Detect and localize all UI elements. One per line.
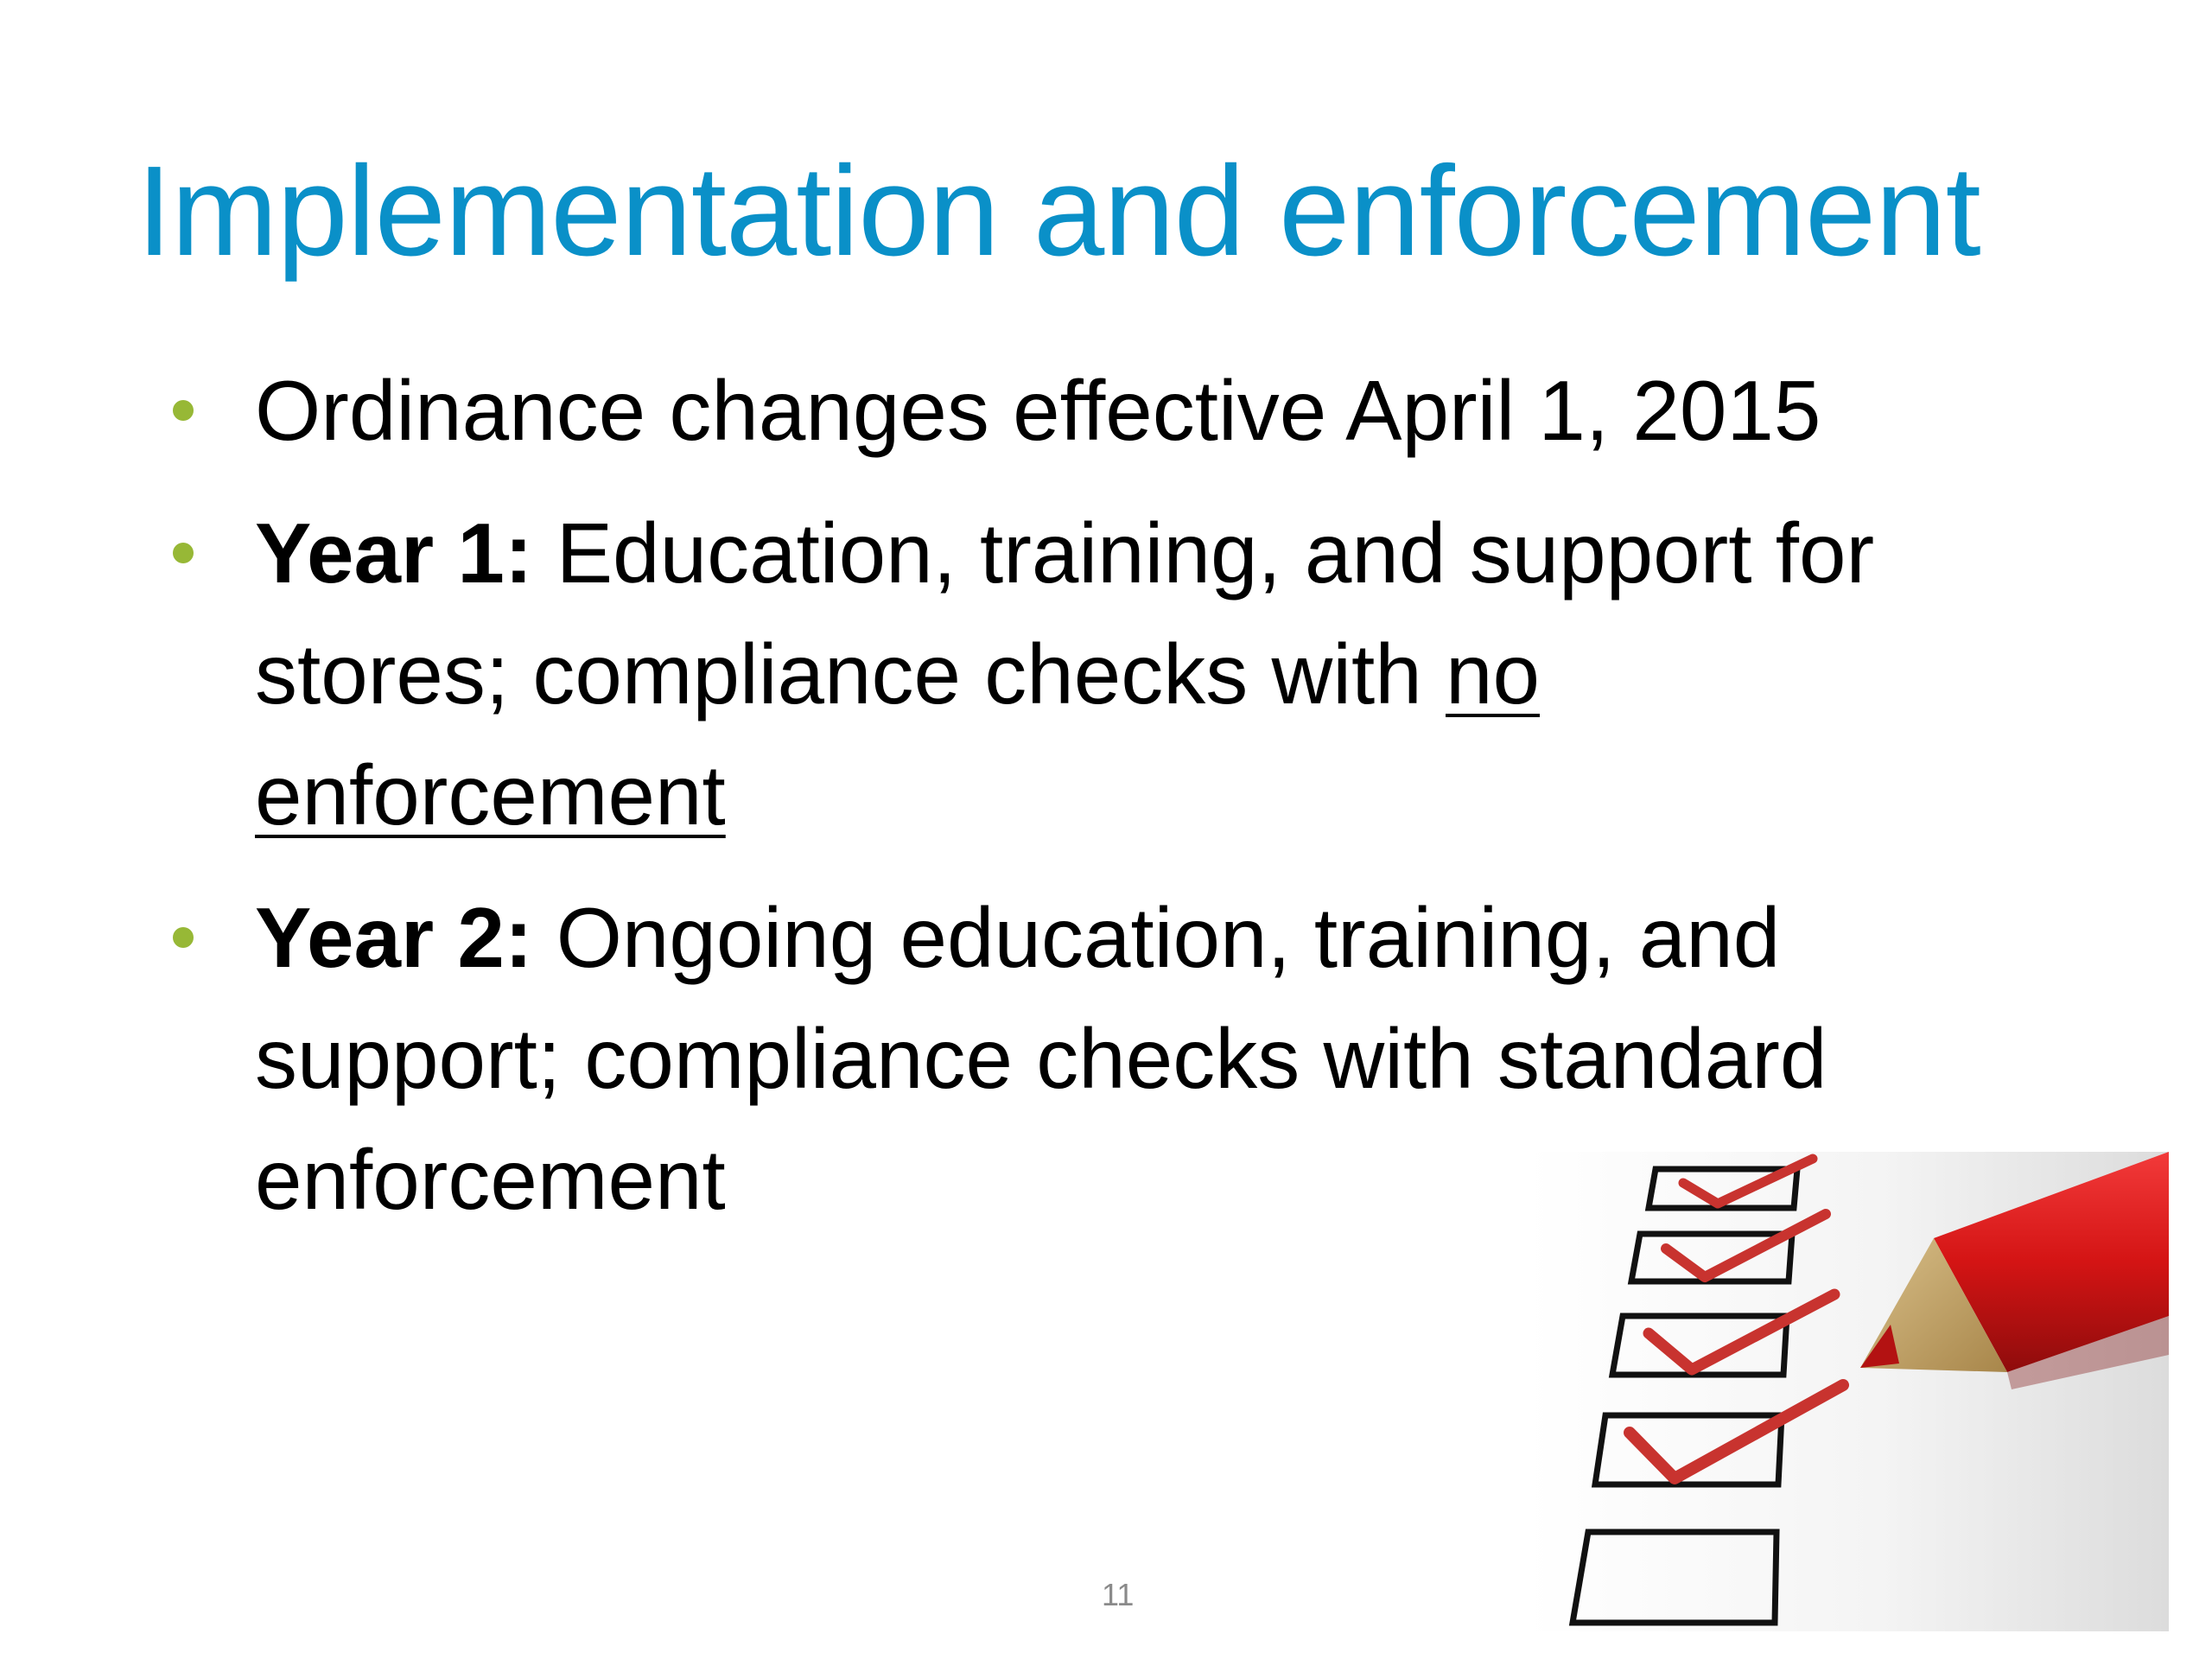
bullet-dot-icon — [173, 400, 194, 421]
bullet-bold-label: Year 1: — [255, 505, 533, 601]
slide-title: Implementation and enforcement — [137, 140, 1980, 283]
checklist-with-red-pencil-icon — [1528, 1152, 2169, 1631]
page-number: 11 — [1102, 1577, 1135, 1612]
bullet-bold-label: Year 2: — [255, 890, 533, 985]
bullet-text: Ordinance changes effective April 1, 2015 — [255, 363, 1821, 458]
bullet-dot-icon — [173, 543, 194, 563]
bullet-text: Education, training, and support for stores; compliance checks with — [255, 505, 1875, 721]
bullet-underlined-text: no enforcement — [255, 626, 1540, 842]
bullet-item — [173, 350, 2031, 471]
bullet-item — [173, 493, 2031, 855]
bullet-dot-icon — [173, 927, 194, 948]
bullet-text: Ongoing education, training, and support; compliance checks with standard enforcement — [255, 890, 1827, 1227]
bullet-list — [173, 350, 2031, 1262]
